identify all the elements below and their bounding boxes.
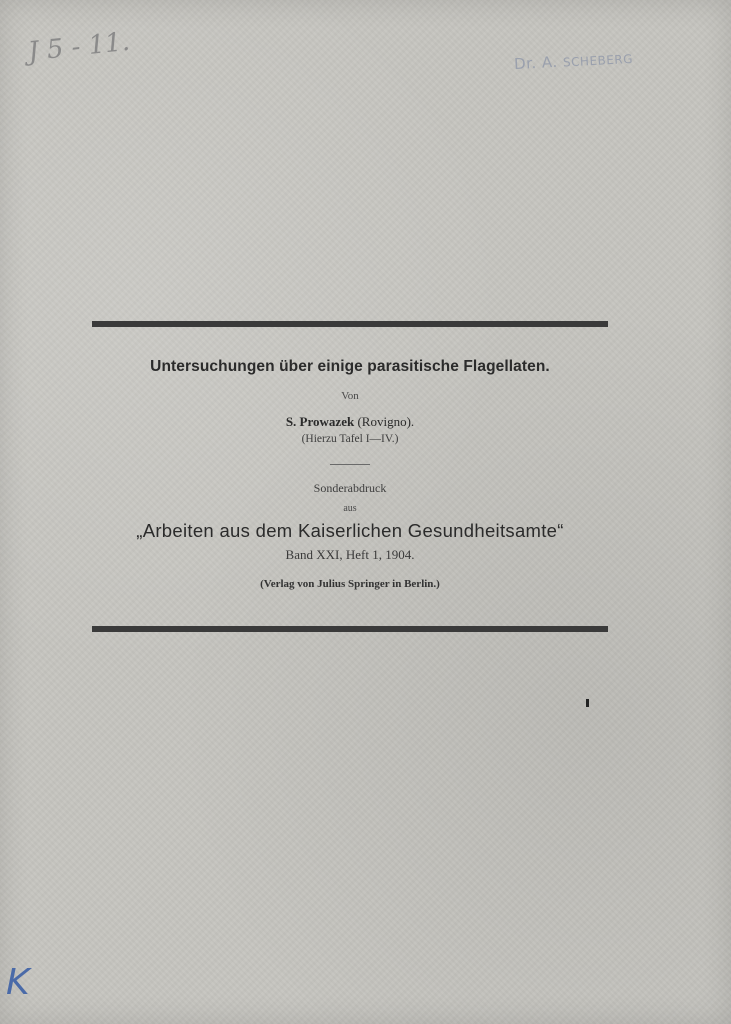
author-place: (Rovigno). xyxy=(357,414,415,429)
plates-note: (Hierzu Tafel I—IV.) xyxy=(301,433,399,445)
top-rule xyxy=(92,321,608,327)
document-title: Untersuchungen über einige parasitische Flagellaten. xyxy=(150,358,550,375)
stamp-name: SCHEBERG xyxy=(562,51,634,70)
short-divider xyxy=(330,464,370,465)
offprint-label: Sonderabdruck xyxy=(313,481,387,495)
bottom-rule xyxy=(92,626,608,632)
publisher-line: (Verlag von Julius Springer in Berlin.) xyxy=(260,578,440,590)
by-label: Von xyxy=(341,390,359,402)
owner-stamp xyxy=(514,49,634,73)
author-name: S. Prowazek xyxy=(285,414,355,429)
stamp-prefix: Dr. A. xyxy=(513,52,559,74)
volume-info: Band XXI, Heft 1, 1904. xyxy=(285,547,415,562)
from-label: aus xyxy=(343,503,357,514)
journal-title: „Arbeiten aus dem Kaiserlichen Gesundheitsamte“ xyxy=(136,520,564,541)
pencil-note-k: K xyxy=(6,962,30,1003)
author-line xyxy=(92,414,608,430)
pencil-note-top: J 5 - 11. xyxy=(26,26,132,68)
ink-mark xyxy=(586,699,589,707)
